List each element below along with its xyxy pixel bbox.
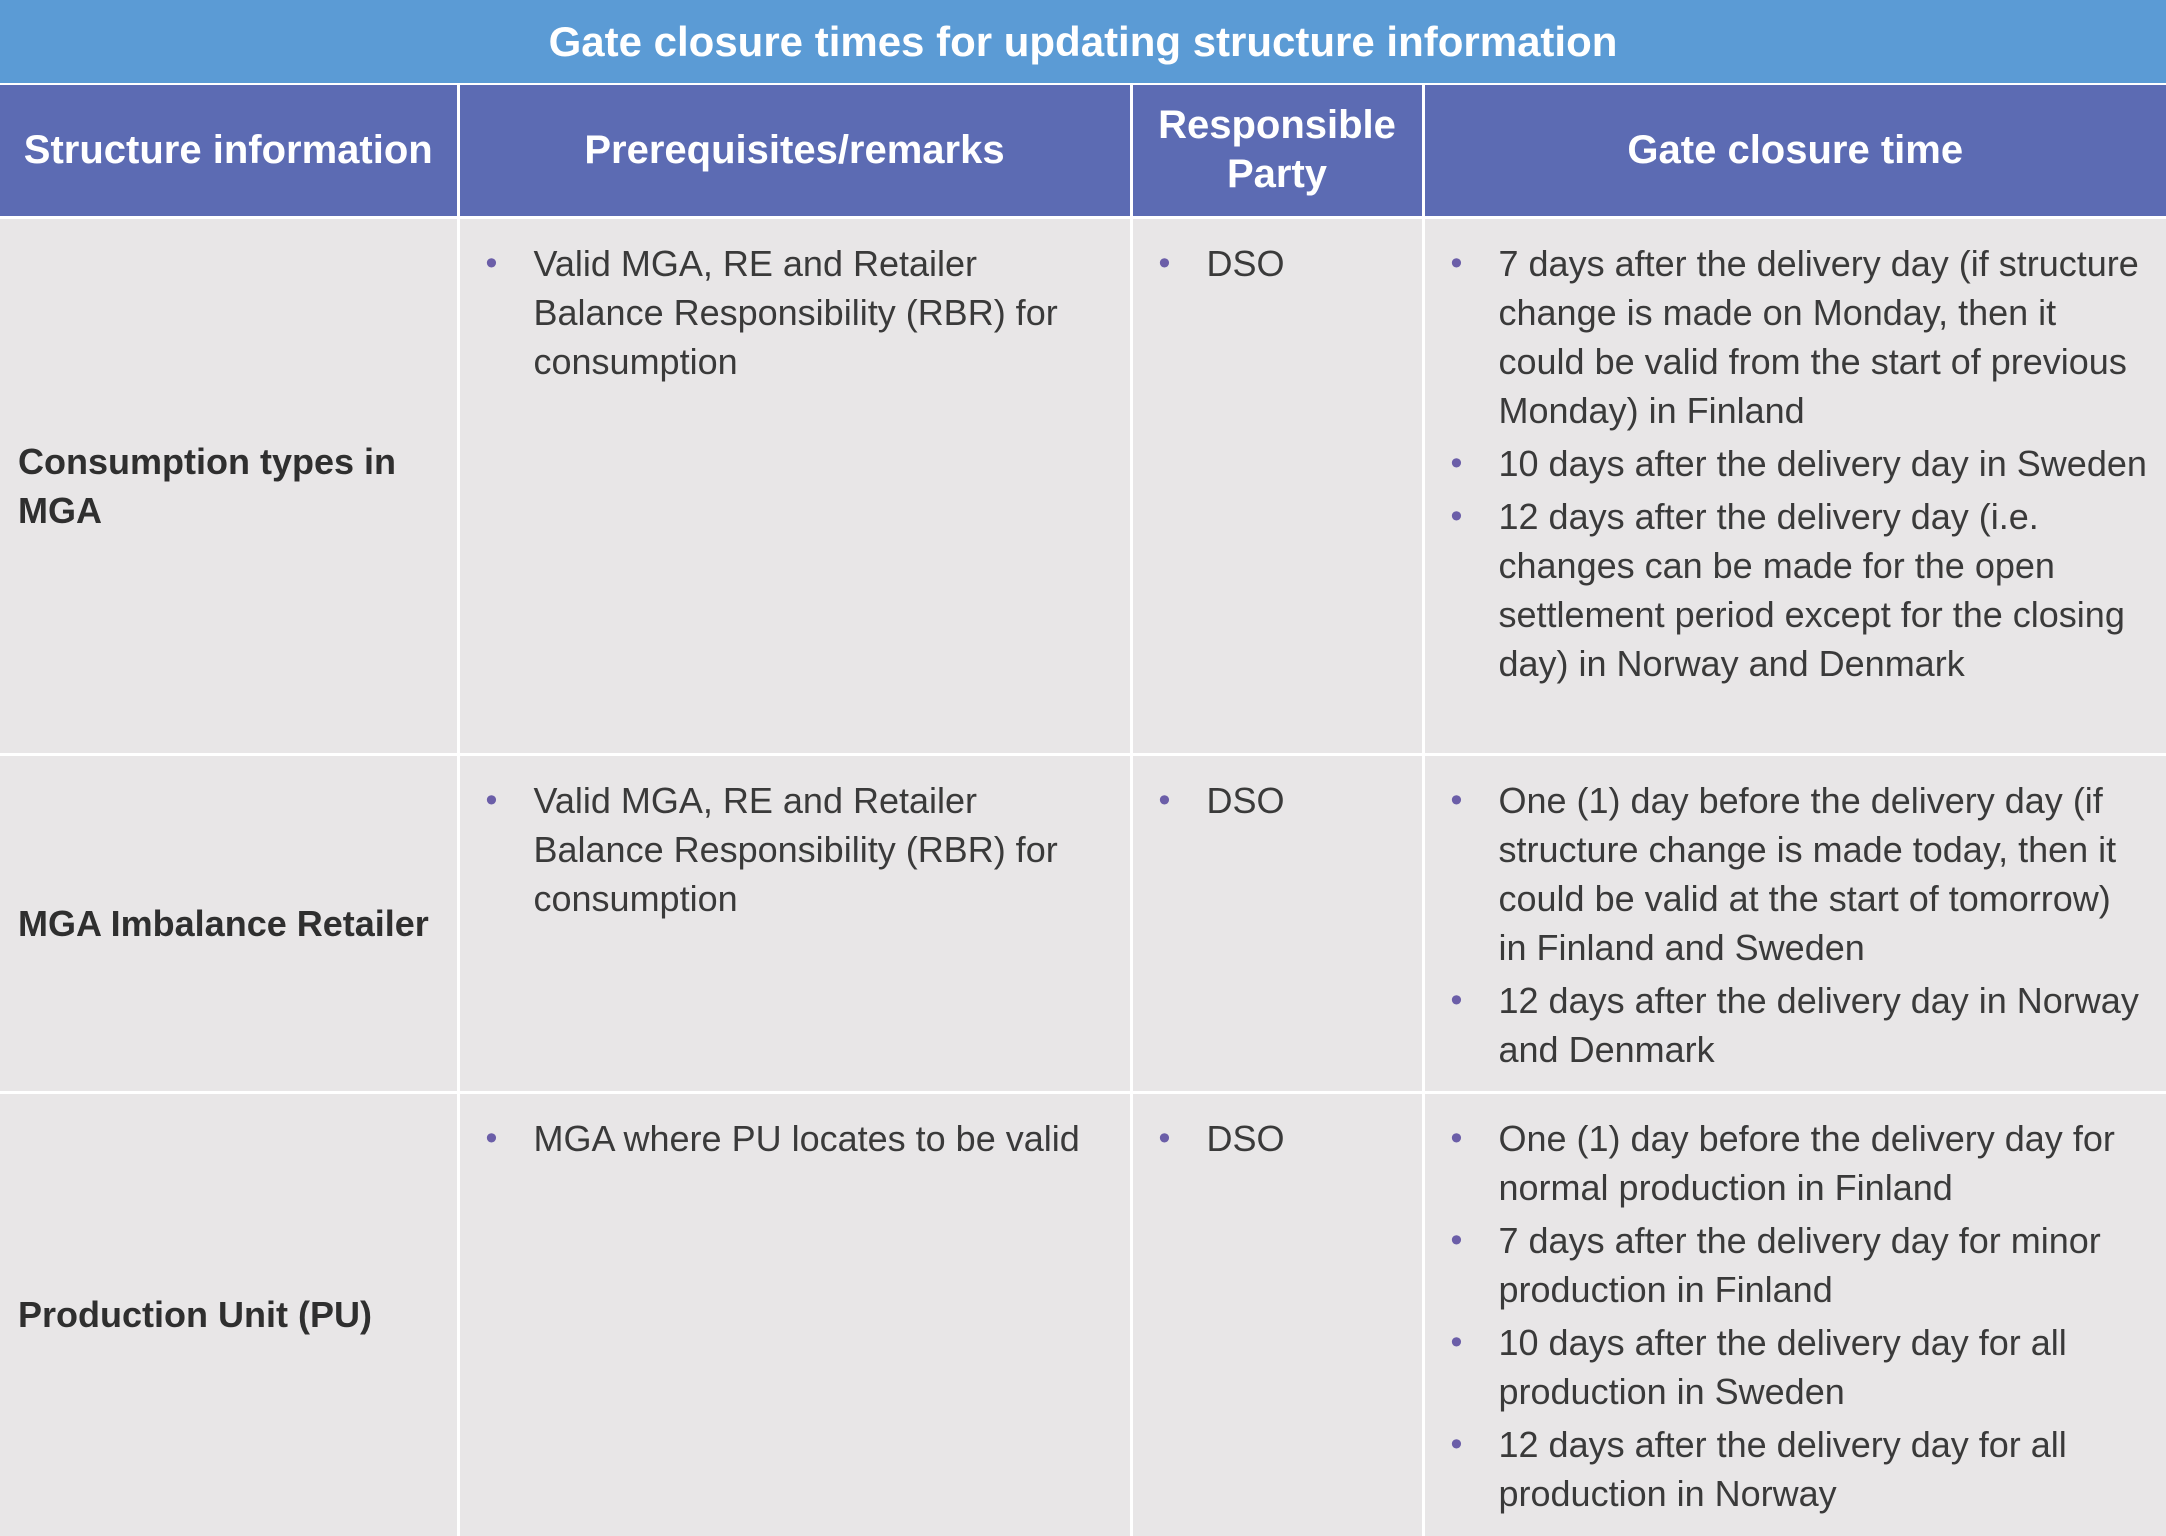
list-item: • 10 days after the delivery day in Sweden [1443, 439, 2149, 488]
list-item: • One (1) day before the delivery day (if structure change is made today, then it could be valid at the start of tomorrow) in Finland and Sweden [1443, 776, 2149, 972]
gate-closure-cell [1423, 217, 2166, 754]
header-structure-information: Structure information [0, 84, 458, 217]
prerequisites-list [478, 239, 1112, 386]
header-prerequisites: Prerequisites/remarks [458, 84, 1131, 217]
prerequisites-list [478, 776, 1112, 923]
prerequisites-cell [458, 217, 1131, 754]
header-gate-closure-time: Gate closure time [1423, 84, 2166, 217]
row-structure-label: MGA Imbalance Retailer [0, 754, 458, 1092]
list-item: • 12 days after the delivery day for all production in Norway [1443, 1420, 2149, 1518]
table-row [0, 1092, 2166, 1536]
header-row [0, 84, 2166, 217]
row-structure-label: Production Unit (PU) [0, 1092, 458, 1536]
list-item: • DSO [1151, 1114, 1404, 1163]
prerequisites-cell [458, 1092, 1131, 1536]
list-item: • 12 days after the delivery day in Norway and Denmark [1443, 976, 2149, 1074]
prerequisites-cell [458, 754, 1131, 1092]
responsible-party-cell [1131, 1092, 1423, 1536]
list-item: • 7 days after the delivery day for minor production in Finland [1443, 1216, 2149, 1314]
gate-closure-list [1443, 239, 2149, 688]
party-list [1151, 239, 1404, 288]
list-item: • 10 days after the delivery day for all production in Sweden [1443, 1318, 2149, 1416]
list-item: • Valid MGA, RE and Retailer Balance Responsibility (RBR) for consumption [478, 776, 1112, 923]
row-structure-label: Consumption types in MGA [0, 217, 458, 754]
list-item: • Valid MGA, RE and Retailer Balance Responsibility (RBR) for consumption [478, 239, 1112, 386]
responsible-party-cell [1131, 754, 1423, 1092]
prerequisites-list [478, 1114, 1112, 1163]
header-responsible-party: Responsible Party [1131, 84, 1423, 217]
party-list [1151, 1114, 1404, 1163]
list-item: • DSO [1151, 776, 1404, 825]
table-row [0, 754, 2166, 1092]
gate-closure-cell [1423, 754, 2166, 1092]
table-row [0, 217, 2166, 754]
list-item: • 12 days after the delivery day (i.e. changes can be made for the open settlement period except for the closing day) in Norway and Denmark [1443, 492, 2149, 688]
gate-closure-list [1443, 776, 2149, 1074]
gate-closure-table [0, 83, 2166, 1536]
list-item: • DSO [1151, 239, 1404, 288]
table-title: Gate closure times for updating structure information [0, 0, 2166, 83]
gate-closure-list [1443, 1114, 2149, 1518]
list-item: • MGA where PU locates to be valid [478, 1114, 1112, 1163]
list-item: • 7 days after the delivery day (if structure change is made on Monday, then it could be valid from the start of previous Monday) in Finland [1443, 239, 2149, 435]
list-item: • One (1) day before the delivery day for normal production in Finland [1443, 1114, 2149, 1212]
responsible-party-cell [1131, 217, 1423, 754]
gate-closure-cell [1423, 1092, 2166, 1536]
party-list [1151, 776, 1404, 825]
